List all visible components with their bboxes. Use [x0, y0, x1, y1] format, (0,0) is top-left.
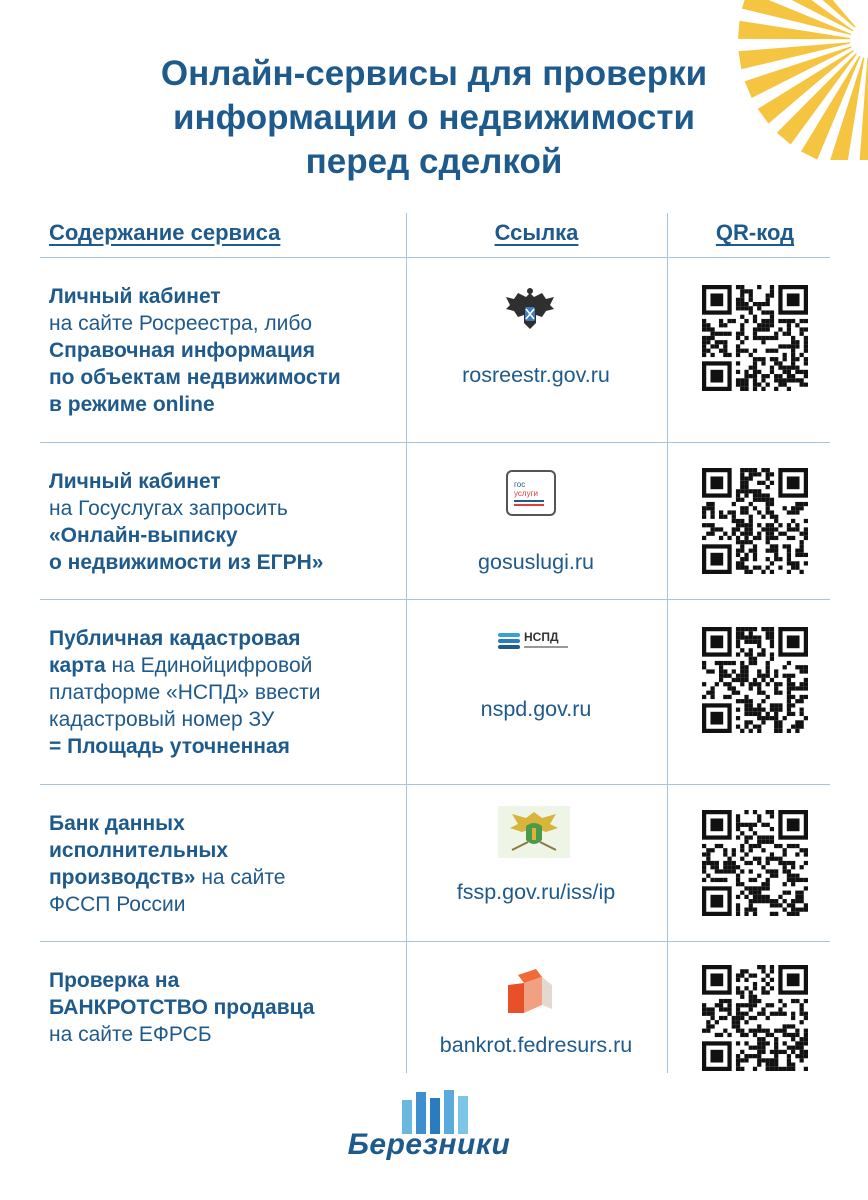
page-title	[0, 52, 868, 184]
service-link[interactable]: gosuslugi.ru	[478, 550, 594, 574]
gosuslugi-logo-icon: гос услуги	[500, 468, 560, 528]
table-row	[40, 941, 830, 1073]
qr-code-icon[interactable]	[702, 627, 808, 733]
service-link[interactable]: fssp.gov.ru/iss/ip	[456, 880, 616, 904]
service-link[interactable]: nspd.gov.ru	[480, 697, 592, 721]
header-qr: QR-код	[715, 220, 795, 245]
nspd-logo-icon: НСПД	[496, 629, 576, 689]
fssp-emblem-icon	[498, 806, 570, 858]
table-row	[40, 599, 830, 784]
fedresurs-logo-icon	[502, 963, 558, 1019]
service-link[interactable]: rosreestr.gov.ru	[462, 363, 610, 387]
service-description: Публичная кадастровая карта на Единойцифровой платформе «НСПД» ввести кадастровый номер ЗУ = Площадь уточненная	[49, 627, 321, 758]
table-row	[40, 784, 830, 941]
qr-code-icon[interactable]	[702, 810, 808, 916]
service-description: Личный кабинет на Госуслугах запросить «Онлайн-выписку о недвижимости из ЕГРН»	[49, 470, 324, 574]
title-line-2: информации о недвижимости	[172, 98, 696, 137]
eagle-emblem-icon	[500, 283, 560, 343]
services-table	[40, 213, 830, 1073]
service-description: Банк данных исполнительных производств» на сайте ФССП России	[49, 812, 286, 916]
qr-code-icon[interactable]	[702, 468, 808, 574]
table-row	[40, 442, 830, 599]
header-link: Ссылка	[494, 220, 579, 245]
service-description: Проверка на БАНКРОТСТВО продавца на сайте ЕФРСБ	[49, 969, 315, 1046]
service-description: Личный кабинет на сайте Росреестра, либо Справочная информация по объектам недвижимости в режиме online	[49, 285, 341, 416]
title-line-3: перед сделкой	[305, 142, 563, 181]
table-row	[40, 257, 830, 442]
header-content: Содержание сервиса	[49, 220, 281, 245]
qr-code-icon[interactable]	[702, 965, 808, 1071]
qr-code-icon[interactable]	[702, 285, 808, 391]
brand-name: Березники	[347, 1128, 511, 1161]
service-link[interactable]: bankrot.fedresurs.ru	[439, 1033, 633, 1057]
title-line-1: Онлайн-сервисы для проверки	[160, 54, 708, 93]
